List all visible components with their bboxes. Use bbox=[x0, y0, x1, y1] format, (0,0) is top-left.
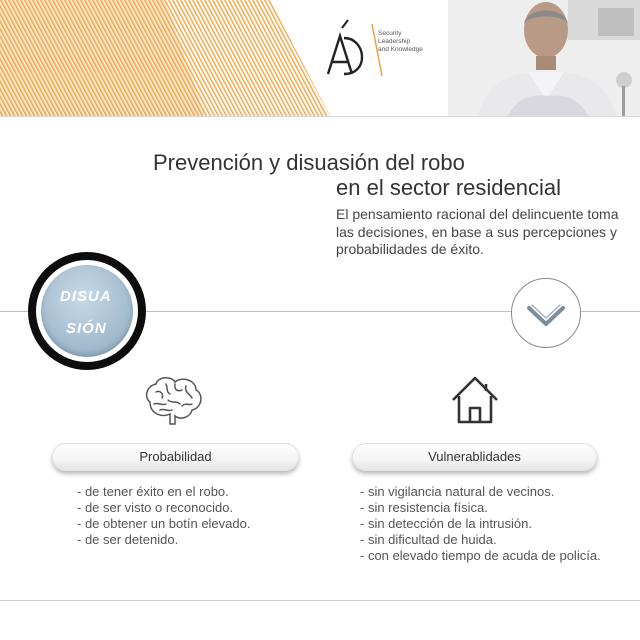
list-item: - de ser visto o reconocido. bbox=[77, 500, 234, 515]
page-title-line2: en el sector residencial bbox=[336, 175, 562, 200]
header-banner bbox=[0, 0, 640, 116]
list-item: - de ser detenido. bbox=[77, 532, 179, 547]
page-title-line1: Prevención y disuasión del robo bbox=[153, 150, 465, 175]
list-item: - sin resistencia física. bbox=[360, 500, 488, 515]
badge-label-line2: SIÓN bbox=[66, 320, 107, 337]
presenter-photo bbox=[448, 0, 640, 116]
badge-disc bbox=[41, 265, 133, 357]
probabilidad-heading: Probabilidad bbox=[52, 443, 299, 471]
brain-icon bbox=[142, 374, 204, 426]
list-item: - con elevado tiempo de acuda de policía. bbox=[360, 548, 601, 563]
vulnerabilidades-heading: Vulnerablidades bbox=[352, 443, 597, 471]
list-item: - sin detección de la intrusión. bbox=[360, 516, 532, 531]
house-icon bbox=[450, 374, 500, 426]
badge-label-line1: DISUA bbox=[60, 288, 112, 305]
list-item: - sin dificultad de huida. bbox=[360, 532, 497, 547]
banner-divider bbox=[0, 116, 640, 117]
list-item: - de obtener un botín elevado. bbox=[77, 516, 251, 531]
logo-tagline: Security Leadership and Knowledge bbox=[378, 30, 423, 53]
striped-banner-graphic bbox=[0, 0, 330, 116]
vulnerabilidades-list bbox=[360, 484, 610, 564]
list-item: - de tener éxito en el robo. bbox=[77, 484, 229, 499]
list-item: - sin vigilancia natural de vecinos. bbox=[360, 484, 555, 499]
page-subtitle: El pensamiento racional del delincuente toma las decisiones, en base a sus percepciones y probabilidades de éxito. bbox=[336, 206, 619, 257]
probabilidad-list bbox=[77, 484, 317, 548]
bottom-divider bbox=[0, 600, 640, 601]
chevron-down-icon bbox=[511, 278, 581, 348]
